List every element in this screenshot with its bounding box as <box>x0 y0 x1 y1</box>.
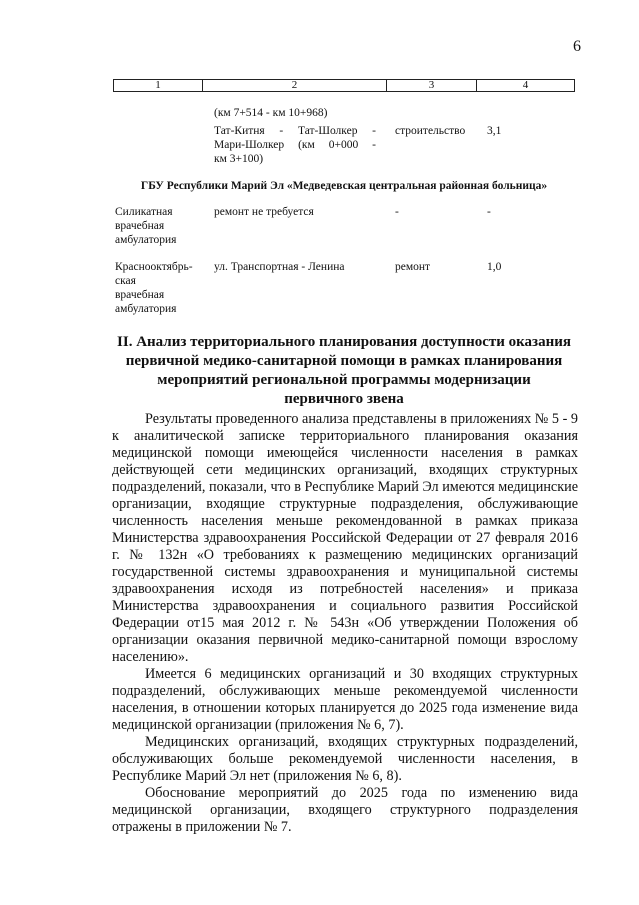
paragraph: Медицинских организаций, входящих структурных подразделений, обслуживающих больше рекомендуемой численности населения, в Республике Марий Эл нет (приложения № 6, 8). <box>112 734 578 784</box>
work-type: - <box>395 206 399 218</box>
road-segment: ул. Транспортная - Ленина <box>214 261 345 273</box>
page-number: 6 <box>573 38 581 55</box>
table-header-row <box>113 79 575 92</box>
facility-name-line: врачебная <box>115 289 165 301</box>
section-title-line: первичного звена <box>284 391 404 407</box>
paragraph: Обоснование мероприятий до 2025 года по изменению вида медицинской организации, входящего структурного подразделения отражены в приложении № 7. <box>112 785 578 835</box>
table-header-col-2: 2 <box>203 80 387 91</box>
facility-name-line: ская <box>115 275 136 287</box>
facility-name-line: врачебная <box>115 220 165 232</box>
road-segment-line: Тат-Китня - Тат-Шолкер - <box>214 125 376 137</box>
road-segment-line: Мари-Шолкер (км 0+000 - <box>214 139 376 151</box>
paragraph: Результаты проведенного анализа представлены в приложениях № 5 - 9 к аналитической записке территориального планирования оказания медицинской помощи имеющейся численности населения в рамках действующей сети медицинских организаций, входящих структурных подразделений, показали, что в Республике Марий Эл имеются медицинские организации, входящие структурные подразделения, обслуживающие численность населения меньше рекомендованной в рамках приказа Министерства здравоохранения Российской Федерации от 27 февраля 2016 г. № 132н «О требованиях к размещению медицинских организаций государственной системы здравоохранения и муниципальной системы здравоохранения исходя из потребностей населения» и приказа Министерства здравоохранения и социального развития Российской Федерации от15 мая 2012 г. № 543н «Об утверждении Положения об организации оказания первичной медико-санитарной помощи взрослому населению». <box>112 411 578 665</box>
section-title <box>112 333 576 409</box>
work-value: 3,1 <box>487 125 502 137</box>
table-header-col-4: 4 <box>522 79 529 91</box>
facility-name-line: амбулатория <box>115 303 177 315</box>
work-value: 1,0 <box>487 261 502 273</box>
work-type: ремонт <box>395 261 431 273</box>
section-title-line: мероприятий региональной программы модернизации <box>157 372 531 388</box>
road-status: ремонт не требуется <box>214 206 314 218</box>
facility-name-line: амбулатория <box>115 234 177 246</box>
table-header-col-1: 1 <box>114 80 203 91</box>
work-type: строительство <box>395 125 466 137</box>
facility-name-line: Краснооктябрь- <box>115 261 193 273</box>
road-segment-line: (км 7+514 - км 10+968) <box>214 107 328 119</box>
body-text <box>112 411 578 836</box>
road-segment-line: км 3+100) <box>214 153 264 165</box>
section-title-line: первичной медико-санитарной помощи в рамках планирования <box>125 353 563 369</box>
section-title-line: II. Анализ территориального планирования доступности оказания <box>117 334 571 350</box>
facility-name-line: Силикатная <box>115 206 173 218</box>
table-header-col-3: 3 <box>387 80 477 91</box>
work-value: - <box>487 206 491 218</box>
organization-heading: ГБУ Республики Марий Эл «Медведевская центральная районная больница» <box>140 180 548 192</box>
paragraph: Имеется 6 медицинских организаций и 30 входящих структурных подразделений, обслуживающих меньше рекомендуемой численности населения, в отношении которых планируется до 2025 года изменение вида медицинской организации (приложения № 6, 7). <box>112 666 578 733</box>
